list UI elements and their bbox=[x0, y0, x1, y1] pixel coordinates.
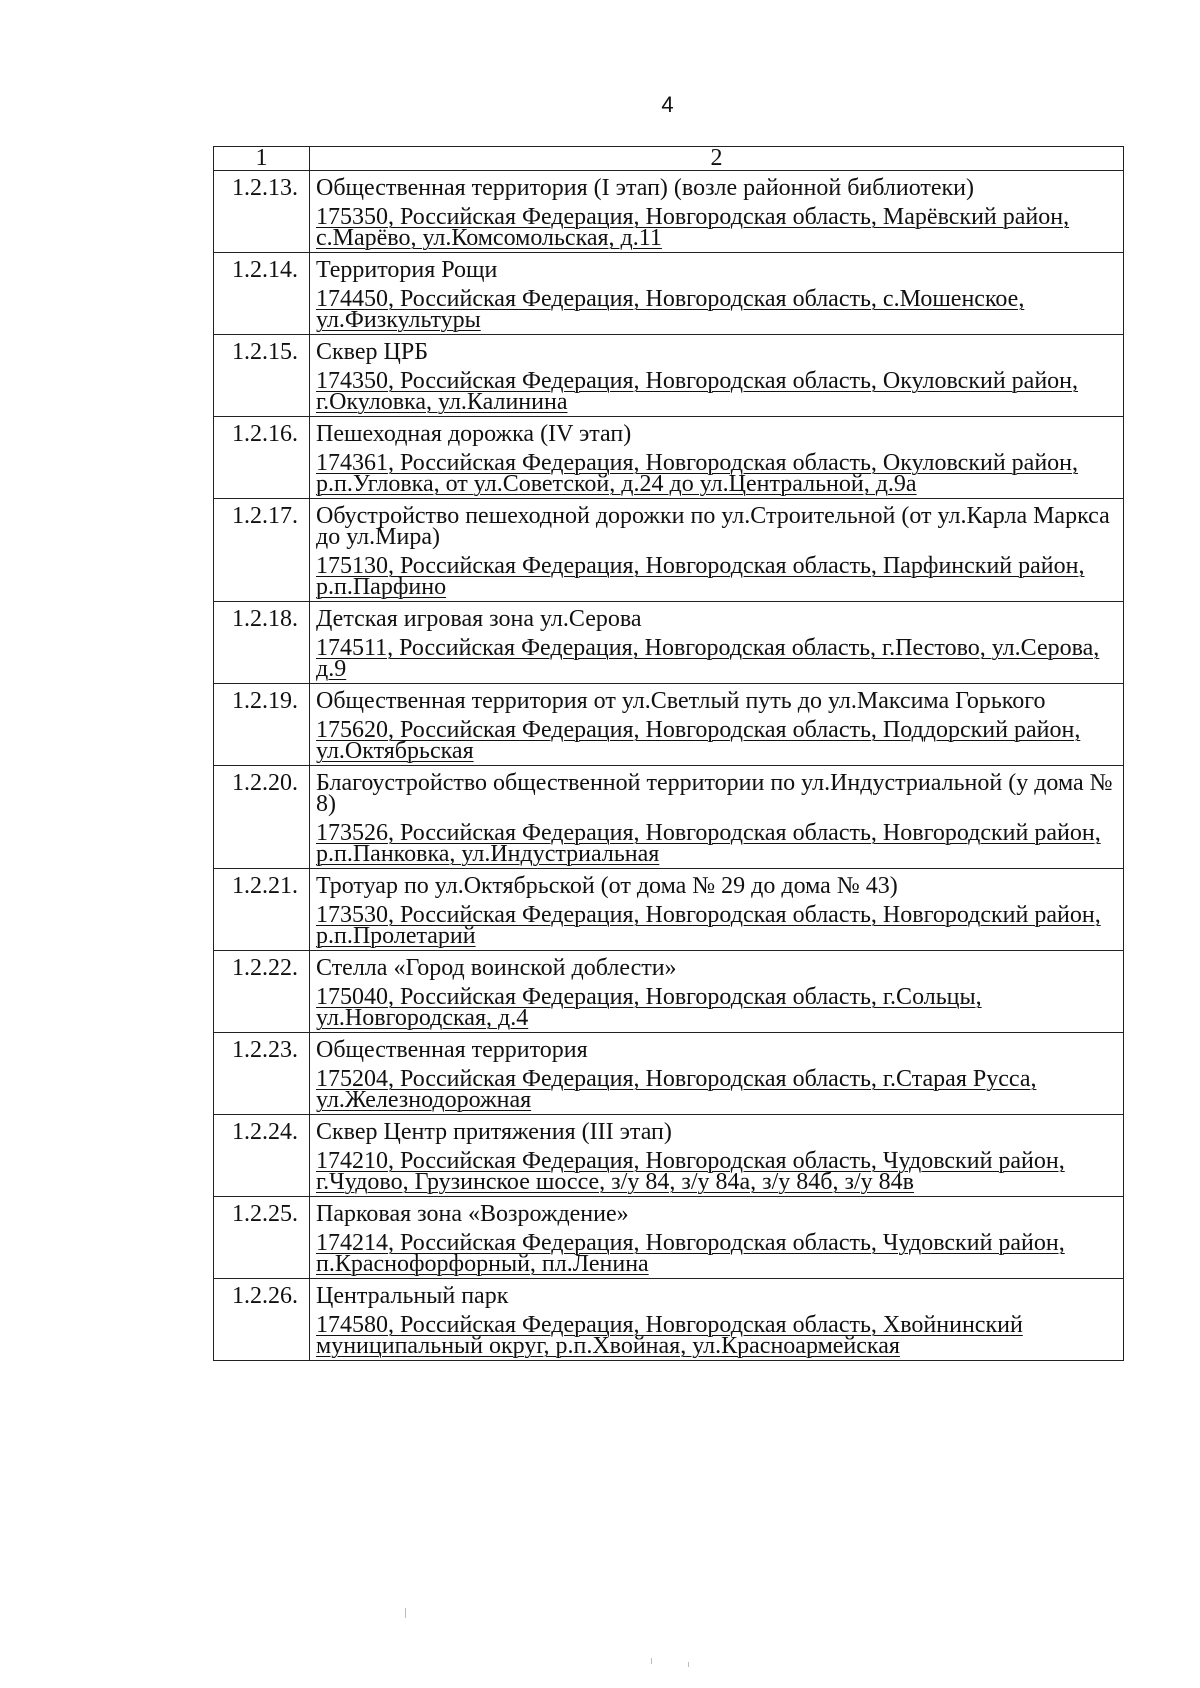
row-number: 1.2.19. bbox=[214, 684, 310, 766]
table-row-address bbox=[214, 203, 1124, 253]
table-row bbox=[214, 1197, 1124, 1230]
table-row bbox=[214, 1115, 1124, 1148]
object-address-cell bbox=[310, 983, 1124, 1033]
object-title: Обустройство пешеходной дорожки по ул.Строительной (от ул.Карла Маркса до ул.Мира) bbox=[310, 499, 1124, 553]
object-address: 174361, Российская Федерация, Новгородская область, Окуловский район, р.п.Угловка, от ул.Советской, д.24 до ул.Центральной, д.9а bbox=[316, 450, 1079, 497]
row-number: 1.2.16. bbox=[214, 417, 310, 499]
object-title: Общественная территория bbox=[310, 1033, 1124, 1066]
table-row-address bbox=[214, 634, 1124, 684]
object-title: Благоустройство общественной территории по ул.Индустриальной (у дома № 8) bbox=[310, 766, 1124, 820]
row-number: 1.2.23. bbox=[214, 1033, 310, 1115]
row-number: 1.2.13. bbox=[214, 171, 310, 253]
table-row-address bbox=[214, 819, 1124, 869]
table-row bbox=[214, 684, 1124, 717]
table-row-address bbox=[214, 552, 1124, 602]
row-number: 1.2.14. bbox=[214, 253, 310, 335]
table-row bbox=[214, 1279, 1124, 1312]
table-row-address bbox=[214, 1229, 1124, 1279]
object-title: Пешеходная дорожка (IV этап) bbox=[310, 417, 1124, 450]
scan-speck bbox=[405, 1608, 406, 1618]
row-number: 1.2.17. bbox=[214, 499, 310, 602]
table-row bbox=[214, 499, 1124, 553]
row-number: 1.2.26. bbox=[214, 1279, 310, 1361]
object-title: Тротуар по ул.Октябрьской (от дома № 29 до дома № 43) bbox=[310, 869, 1124, 902]
objects-table bbox=[213, 146, 1124, 1361]
table-row bbox=[214, 253, 1124, 286]
table-row bbox=[214, 335, 1124, 368]
table-row bbox=[214, 171, 1124, 204]
object-title: Стелла «Город воинской доблести» bbox=[310, 951, 1124, 984]
object-title: Сквер Центр притяжения (III этап) bbox=[310, 1115, 1124, 1148]
row-number: 1.2.22. bbox=[214, 951, 310, 1033]
object-address-cell bbox=[310, 634, 1124, 684]
object-address-cell bbox=[310, 285, 1124, 335]
table-row bbox=[214, 1033, 1124, 1066]
row-number: 1.2.18. bbox=[214, 602, 310, 684]
object-address-cell bbox=[310, 1229, 1124, 1279]
object-title: Парковая зона «Возрождение» bbox=[310, 1197, 1124, 1230]
header-col-2: 2 bbox=[310, 147, 1124, 171]
object-address: 173526, Российская Федерация, Новгородская область, Новгородский район, р.п.Панковка, ул.Индустриальная bbox=[316, 820, 1101, 867]
table-header-row bbox=[214, 147, 1124, 171]
row-number: 1.2.25. bbox=[214, 1197, 310, 1279]
object-address: 174450, Российская Федерация, Новгородская область, с.Мошенское, ул.Физкультуры bbox=[316, 286, 1025, 333]
object-address: 175040, Российская Федерация, Новгородская область, г.Сольцы, ул.Новгородская, д.4 bbox=[316, 984, 982, 1031]
object-address-cell bbox=[310, 716, 1124, 766]
table-row-address bbox=[214, 1311, 1124, 1361]
object-title: Детская игровая зона ул.Серова bbox=[310, 602, 1124, 635]
object-title: Территория Рощи bbox=[310, 253, 1124, 286]
table-row-address bbox=[214, 1065, 1124, 1115]
object-title: Сквер ЦРБ bbox=[310, 335, 1124, 368]
table-row-address bbox=[214, 367, 1124, 417]
page-number: 4 bbox=[661, 92, 674, 117]
object-address-cell bbox=[310, 1147, 1124, 1197]
object-address: 175350, Российская Федерация, Новгородская область, Марёвский район, с.Марёво, ул.Комсомольская, д.11 bbox=[316, 204, 1070, 251]
scan-speck bbox=[688, 1662, 689, 1667]
object-address: 174210, Российская Федерация, Новгородская область, Чудовский район, г.Чудово, Грузинское шоссе, з/у 84, з/у 84а, з/у 84б, з/у 84в bbox=[316, 1148, 1065, 1195]
row-number: 1.2.24. bbox=[214, 1115, 310, 1197]
row-number: 1.2.21. bbox=[214, 869, 310, 951]
table-row bbox=[214, 951, 1124, 984]
row-number: 1.2.15. bbox=[214, 335, 310, 417]
object-address-cell bbox=[310, 1311, 1124, 1361]
object-address-cell bbox=[310, 819, 1124, 869]
table-row-address bbox=[214, 449, 1124, 499]
scan-speck bbox=[651, 1658, 652, 1664]
object-address: 175130, Российская Федерация, Новгородская область, Парфинский район, р.п.Парфино bbox=[316, 553, 1085, 600]
table-row-address bbox=[214, 285, 1124, 335]
object-address: 174580, Российская Федерация, Новгородская область, Хвойнинский муниципальный округ, р.п.Хвойная, ул.Красноармейская bbox=[316, 1312, 1023, 1359]
table-row-address bbox=[214, 716, 1124, 766]
object-address-cell bbox=[310, 552, 1124, 602]
table-row bbox=[214, 766, 1124, 820]
object-title: Общественная территория (I этап) (возле районной библиотеки) bbox=[310, 171, 1124, 204]
table-row-address bbox=[214, 983, 1124, 1033]
object-address: 174511, Российская Федерация, Новгородская область, г.Пестово, ул.Серова, д.9 bbox=[316, 635, 1100, 682]
table-row bbox=[214, 869, 1124, 902]
object-title: Общественная территория от ул.Светлый путь до ул.Максима Горького bbox=[310, 684, 1124, 717]
object-address: 174214, Российская Федерация, Новгородская область, Чудовский район, п.Краснофорфорный, пл.Ленина bbox=[316, 1230, 1065, 1277]
row-number: 1.2.20. bbox=[214, 766, 310, 869]
table-row-address bbox=[214, 901, 1124, 951]
header-col-1: 1 bbox=[214, 147, 310, 171]
object-address-cell bbox=[310, 449, 1124, 499]
object-address: 173530, Российская Федерация, Новгородская область, Новгородский район, р.п.Пролетарий bbox=[316, 902, 1101, 949]
table-row bbox=[214, 602, 1124, 635]
object-address-cell bbox=[310, 203, 1124, 253]
object-address-cell bbox=[310, 901, 1124, 951]
table-row bbox=[214, 417, 1124, 450]
object-address: 175204, Российская Федерация, Новгородская область, г.Старая Русса, ул.Железнодорожная bbox=[316, 1066, 1037, 1113]
object-title: Центральный парк bbox=[310, 1279, 1124, 1312]
object-address: 174350, Российская Федерация, Новгородская область, Окуловский район, г.Окуловка, ул.Калинина bbox=[316, 368, 1079, 415]
object-address: 175620, Российская Федерация, Новгородская область, Поддорский район, ул.Октябрьская bbox=[316, 717, 1081, 764]
object-address-cell bbox=[310, 1065, 1124, 1115]
object-address-cell bbox=[310, 367, 1124, 417]
table-row-address bbox=[214, 1147, 1124, 1197]
